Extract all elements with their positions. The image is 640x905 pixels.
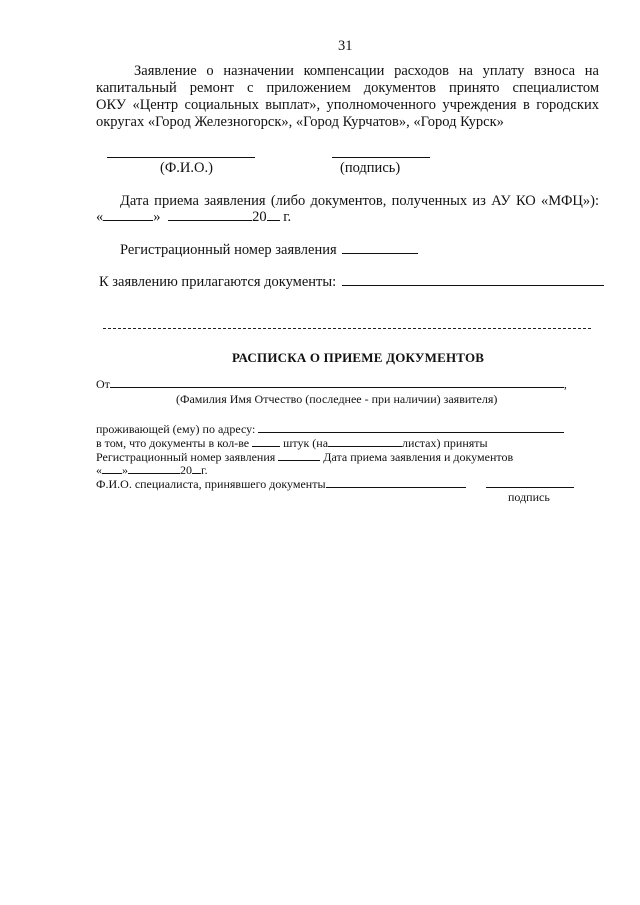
year-prefix: 20 <box>252 209 267 225</box>
receipt-reg-field[interactable] <box>278 459 320 461</box>
year-field[interactable] <box>267 219 280 221</box>
receipt-from-row <box>96 377 567 392</box>
year-suffix: г. <box>283 209 292 225</box>
tear-off-divider <box>103 328 591 329</box>
docs-text-1: в том, что документы в кол-ве <box>96 436 250 450</box>
receipt-reg-label: Регистрационный номер заявления <box>96 450 276 464</box>
receipt-date-fields <box>96 209 291 226</box>
attachments-row <box>99 274 604 291</box>
specialist-signature-line[interactable] <box>486 487 574 488</box>
applicant-name-hint: (Фамилия Имя Отчество (последнее - при наличии) заявителя) <box>176 392 498 406</box>
specialist-name-field[interactable] <box>326 486 466 488</box>
receipt-year-prefix: 20 <box>180 463 192 477</box>
signature-line[interactable] <box>332 157 430 158</box>
fio-signature-line[interactable] <box>107 157 255 158</box>
from-end: , <box>563 377 567 391</box>
month-field[interactable] <box>168 219 252 221</box>
statement-line-2: капитальный ремонт с приложением документов принято специалистом <box>96 80 599 96</box>
receipt-date-text: Дата приема заявления (либо документов, полученных из АУ КО «МФЦ»): <box>120 193 599 209</box>
specialist-row <box>96 477 466 492</box>
registration-row <box>120 242 418 259</box>
receipt-year-field[interactable] <box>192 472 201 474</box>
signature-label: (подпись) <box>340 160 401 176</box>
receipt-year-suffix: г. <box>201 463 208 477</box>
statement-line-3: ОКУ «Центр социальных выплат», уполномоченного учреждения в городских <box>96 97 599 113</box>
receipt-day-field[interactable] <box>102 472 122 474</box>
open-quote: « <box>96 209 104 225</box>
page-number: 31 <box>338 38 353 54</box>
receipt-date-open: « <box>96 463 102 477</box>
docs-text-2: штук (на <box>283 436 329 450</box>
receipt-date-close: » <box>122 463 128 477</box>
from-label: От <box>96 377 110 391</box>
registration-label: Регистрационный номер заявления <box>120 242 337 258</box>
receipt-date-row <box>96 463 208 478</box>
documents-count-row <box>96 436 488 451</box>
docs-text-3: листах) приняты <box>402 436 488 450</box>
statement-line-4: округах «Город Железногорск», «Город Курчатов», «Город Курск» <box>96 114 504 130</box>
receipt-month-field[interactable] <box>128 472 180 474</box>
close-quote: » <box>153 209 161 225</box>
registration-number-field[interactable] <box>342 252 418 254</box>
fio-label: (Ф.И.О.) <box>160 160 213 176</box>
applicant-name-field[interactable] <box>110 386 564 388</box>
address-field[interactable] <box>258 431 564 433</box>
specialist-signature-label: подпись <box>508 490 550 504</box>
specialist-label: Ф.И.О. специалиста, принявшего документы <box>96 477 326 491</box>
attachments-label: К заявлению прилагаются документы: <box>99 274 337 290</box>
statement-line-1: Заявление о назначении компенсации расходов на уплату взноса на <box>134 63 599 79</box>
address-row <box>96 422 564 437</box>
day-field[interactable] <box>103 219 153 221</box>
receipt-title: РАСПИСКА О ПРИЕМЕ ДОКУМЕНТОВ <box>232 350 485 365</box>
attachments-field[interactable] <box>342 284 604 286</box>
documents-count-field[interactable] <box>252 445 280 447</box>
address-label: проживающей (ему) по адресу: <box>96 422 256 436</box>
receipt-date-label: Дата приема заявления и документов <box>323 450 514 464</box>
sheets-count-field[interactable] <box>328 445 402 447</box>
